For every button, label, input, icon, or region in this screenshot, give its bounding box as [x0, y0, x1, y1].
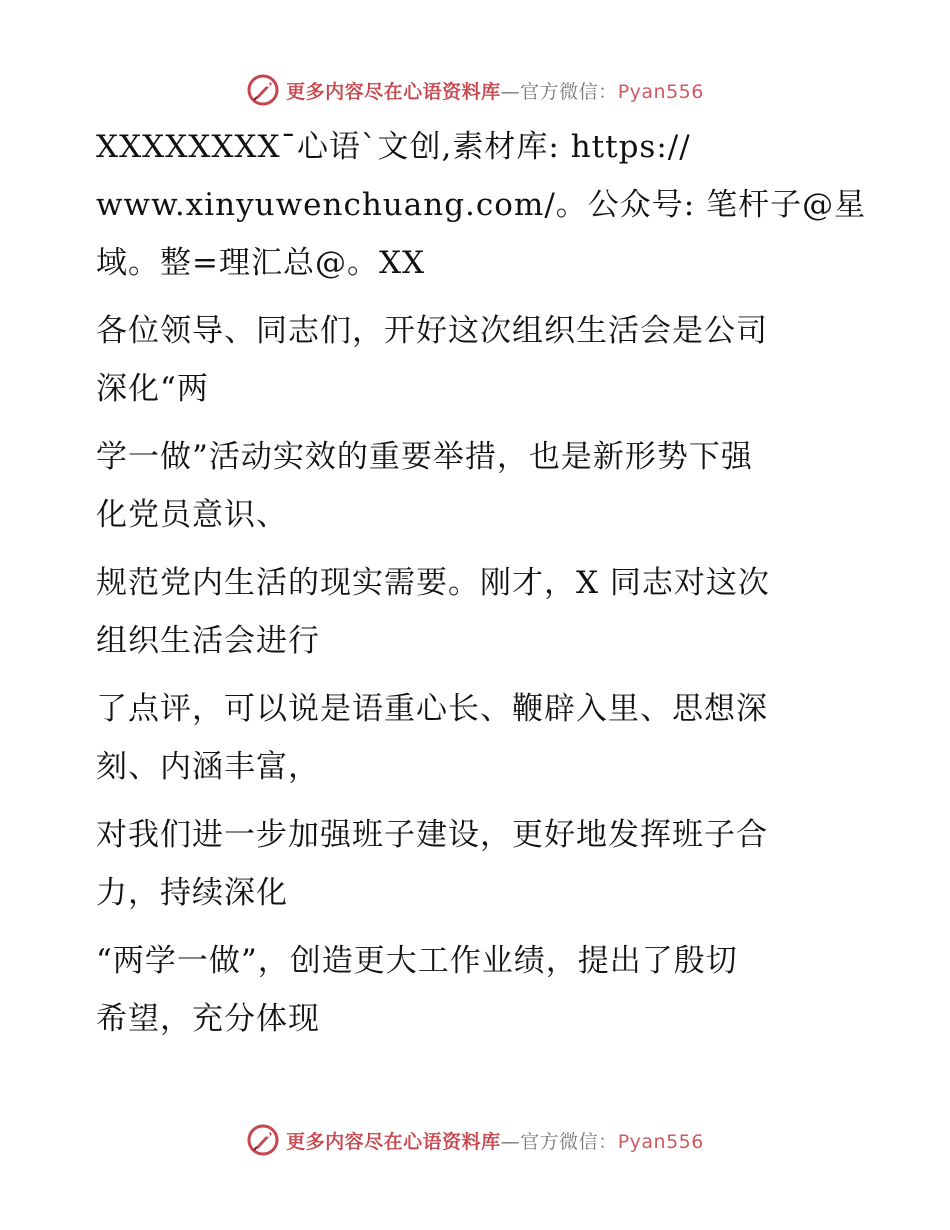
- paragraph-line: 力，持续深化: [96, 875, 288, 911]
- paragraph-line: 规范党内生活的现实需要。刚才，X 同志对这次: [96, 565, 770, 601]
- header-banner-text: [286, 77, 704, 104]
- paragraph-line: 刻、内涵丰富，: [96, 749, 320, 785]
- paragraph-line: 深化“两: [96, 371, 209, 407]
- header-brand-text: 更多内容尽在心语资料库: [286, 80, 501, 103]
- header-tail-text: 官方微信：: [520, 80, 618, 103]
- header-separator: —: [500, 80, 521, 103]
- paragraph-line: 组织生活会进行: [96, 623, 320, 659]
- footer-banner: [0, 1120, 950, 1160]
- paragraph: [96, 118, 867, 292]
- header-account-id: Pyan556: [617, 80, 704, 103]
- quill-logo-icon: [246, 1123, 280, 1157]
- paragraph-line: 域。整=理汇总@。XX: [96, 245, 426, 281]
- paragraph-line: 各位领导、同志们，开好这次组织生活会是公司: [96, 313, 768, 349]
- paragraph: [96, 806, 836, 922]
- paragraph: [96, 680, 836, 796]
- paragraph-line: 了点评，可以说是语重心长、鞭辟入里、思想深: [96, 691, 768, 727]
- paragraph-line: 对我们进一步加强班子建设，更好地发挥班子合: [96, 817, 768, 853]
- footer-banner-text: [286, 1127, 704, 1154]
- quill-logo-icon: [246, 73, 280, 107]
- paragraph: [96, 932, 836, 1048]
- paragraph-line: XXXXXXXX¯心语ˋ文创,素材库: https://: [96, 129, 691, 165]
- footer-brand-text: 更多内容尽在心语资料库: [286, 1130, 501, 1153]
- paragraph: [96, 302, 836, 418]
- paragraph-line: “两学一做”，创造更大工作业绩，提出了殷切: [96, 943, 738, 979]
- footer-account-id: Pyan556: [617, 1130, 704, 1153]
- footer-tail-text: 官方微信：: [520, 1130, 618, 1153]
- footer-separator: —: [500, 1130, 521, 1153]
- header-banner: [0, 70, 950, 110]
- paragraph-line: 化党员意识、: [96, 497, 288, 533]
- paragraph-line: www.xinyuwenchuang.com/。公众号: 笔杆子@星: [96, 187, 867, 223]
- paragraph-line: 希望，充分体现: [96, 1001, 320, 1037]
- document-body: [96, 118, 867, 1058]
- paragraph-line: 学一做”活动实效的重要举措，也是新形势下强: [96, 439, 753, 475]
- paragraph: [96, 428, 836, 544]
- paragraph: [96, 554, 836, 670]
